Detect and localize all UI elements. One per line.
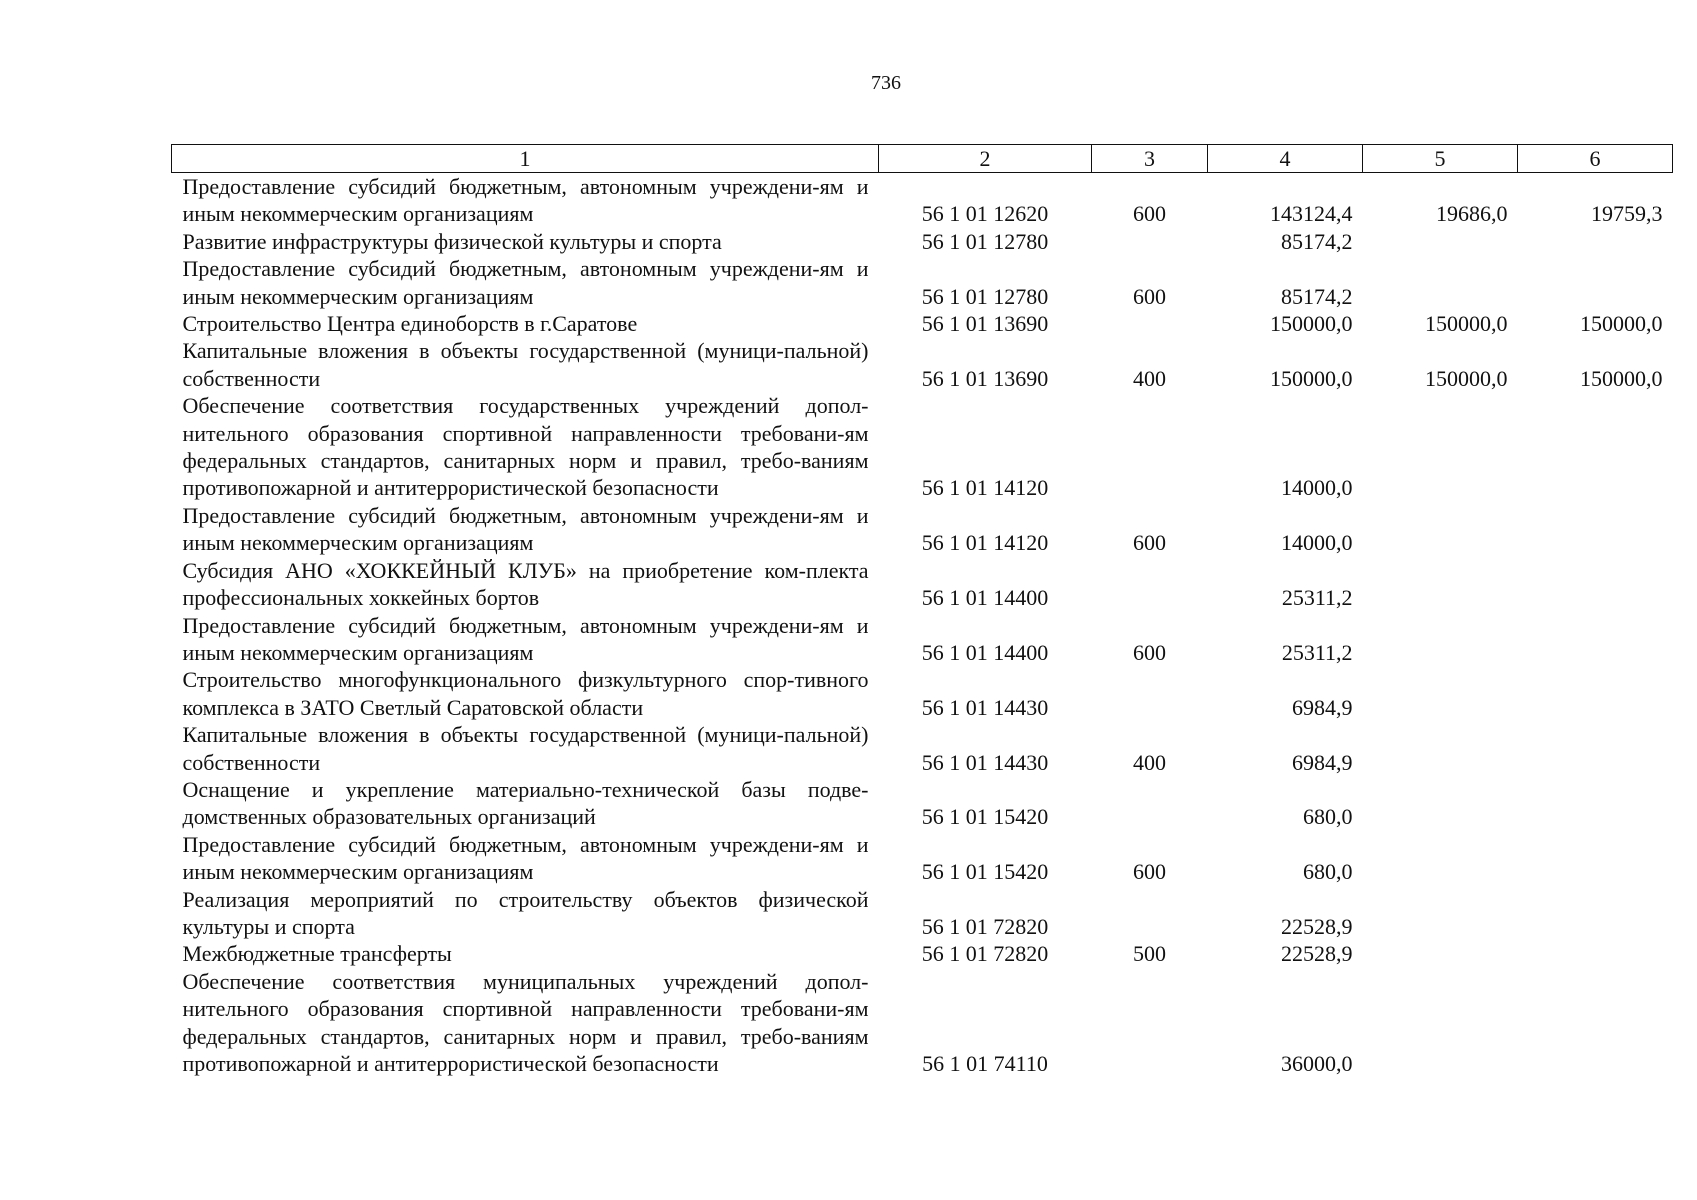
row-value-col6 [1518,886,1673,941]
column-header-5: 5 [1363,145,1518,173]
table-row [172,173,1673,228]
row-value-col6: 150000,0 [1580,365,1663,391]
table-body [172,173,1673,1078]
row-value-col5 [1363,255,1518,310]
row-expense-type: 400 [1133,749,1166,775]
row-description: Строительство Центра единоборств в г.Саратове [182,311,638,337]
column-header-2: 2 [879,145,1092,173]
row-code: 56 1 01 14400 [921,639,1049,665]
row-value-col4: 25311,2 [1281,639,1353,665]
row-description: Межбюджетные трансферты [182,941,452,967]
row-expense-type: 600 [1133,201,1166,227]
column-header-4: 4 [1208,145,1363,173]
row-value-col4: 85174,2 [1281,228,1353,254]
row-value-col6 [1518,228,1673,255]
row-value-col4: 680,0 [1303,859,1353,885]
row-value-col5 [1363,831,1518,886]
table-row [172,557,1673,612]
row-expense-type [1092,968,1208,1078]
table-row [172,502,1673,557]
column-header-6: 6 [1518,145,1673,173]
row-description: Предоставление субсидий бюджетным, автономным учреждени-ям и иным некоммерческим организациям [182,831,869,885]
row-value-col4: 36000,0 [1281,1051,1353,1076]
row-code: 56 1 01 15420 [921,804,1049,830]
row-value-col4: 22528,9 [1281,913,1353,939]
table-row [172,776,1673,831]
row-value-col5 [1363,940,1518,967]
row-code: 56 1 01 12620 [921,201,1049,227]
row-code: 56 1 01 74110 [922,1051,1048,1076]
row-expense-type [1092,392,1208,502]
row-value-col6 [1518,612,1673,667]
row-value-col5: 150000,0 [1425,311,1508,337]
row-value-col4: 14000,0 [1281,530,1353,556]
row-description: Развитие инфраструктуры физической культуры и спорта [182,228,722,254]
row-expense-type [1092,228,1208,255]
row-code: 56 1 01 12780 [921,283,1049,309]
table-row [172,310,1673,337]
row-description: Предоставление субсидий бюджетным, автономным учреждени-ям и иным некоммерческим организациям [182,174,869,227]
row-code: 56 1 01 14120 [921,530,1049,556]
row-value-col6 [1518,502,1673,557]
row-value-col5 [1363,968,1518,1078]
row-expense-type [1092,557,1208,612]
row-value-col4: 143124,4 [1270,201,1353,227]
row-value-col6: 19759,3 [1591,201,1663,227]
table-row [172,392,1673,502]
table-row [172,337,1673,392]
row-description: Предоставление субсидий бюджетным, автономным учреждени-ям и иным некоммерческим организациям [182,256,869,309]
table-row [172,255,1673,310]
table-row [172,968,1673,1078]
row-value-col4: 85174,2 [1281,283,1353,309]
table-header [172,145,1673,173]
row-value-col6 [1518,666,1673,721]
row-description: Капитальные вложения в объекты государственной (муници-пальной) собственности [182,722,869,775]
row-value-col5 [1363,666,1518,721]
row-description: Обеспечение соответствия государственных учреждений допол-нительного образования спортивной направленности требовани-ям федеральных стандартов, санитарных норм и правил, требо-ваниям противопожарной и антитеррористической безопасности [182,393,869,501]
row-value-col5 [1363,502,1518,557]
header-row [172,145,1673,173]
row-value-col5 [1363,557,1518,612]
row-code: 56 1 01 14120 [921,475,1049,501]
table-row [172,666,1673,721]
column-header-3: 3 [1092,145,1208,173]
row-code: 56 1 01 14430 [921,694,1049,720]
row-value-col6 [1518,968,1673,1078]
table-row [172,940,1673,967]
row-code: 56 1 01 15420 [921,859,1049,885]
row-code: 56 1 01 14400 [921,585,1049,611]
row-value-col6 [1518,721,1673,776]
row-value-col4: 150000,0 [1270,311,1353,337]
row-value-col6 [1518,392,1673,502]
row-value-col5 [1363,886,1518,941]
table-row [172,612,1673,667]
row-description: Капитальные вложения в объекты государственной (муници-пальной) собственности [182,338,869,391]
row-value-col6 [1518,255,1673,310]
row-expense-type: 600 [1133,639,1166,665]
row-description: Строительство многофункционального физкультурного спор-тивного комплекса в ЗАТО Светлый Саратовской области [182,667,869,720]
row-value-col6 [1518,831,1673,886]
row-value-col4: 14000,0 [1281,475,1353,501]
row-expense-type: 400 [1133,365,1166,391]
row-value-col4: 6984,9 [1292,749,1353,775]
row-value-col6 [1518,557,1673,612]
row-value-col4: 25311,2 [1281,585,1353,611]
row-expense-type [1092,776,1208,831]
row-expense-type: 600 [1133,283,1166,309]
row-value-col4: 22528,9 [1281,941,1353,967]
row-value-col6: 150000,0 [1580,311,1663,337]
row-expense-type: 600 [1133,530,1166,556]
row-expense-type: 500 [1133,941,1166,967]
row-value-col4: 680,0 [1303,804,1353,830]
row-value-col5 [1363,612,1518,667]
row-expense-type [1092,886,1208,941]
row-code: 56 1 01 13690 [921,311,1049,337]
row-value-col5 [1363,721,1518,776]
row-description: Предоставление субсидий бюджетным, автономным учреждени-ям и иным некоммерческим организациям [182,612,869,665]
row-code: 56 1 01 12780 [921,228,1049,254]
row-value-col5: 19686,0 [1436,201,1508,227]
row-description: Субсидия АНО «ХОККЕЙНЫЙ КЛУБ» на приобретение ком-плекта профессиональных хоккейных бортов [182,557,869,611]
table-row [172,886,1673,941]
column-header-1: 1 [172,145,879,173]
table-row [172,721,1673,776]
row-value-col6 [1518,776,1673,831]
row-description: Оснащение и укрепление материально-технической базы подве-домственных образовательных организаций [182,776,869,830]
row-value-col5 [1363,228,1518,255]
row-expense-type [1092,666,1208,721]
row-expense-type: 600 [1133,859,1166,885]
table-row [172,831,1673,886]
row-description: Предоставление субсидий бюджетным, автономным учреждени-ям и иным некоммерческим организациям [182,502,869,556]
row-value-col4: 150000,0 [1270,365,1353,391]
row-value-col5: 150000,0 [1425,365,1508,391]
table-row [172,228,1673,255]
row-code: 56 1 01 14430 [921,749,1049,775]
page-number: 736 [871,72,901,94]
row-code: 56 1 01 72820 [921,941,1049,967]
row-code: 56 1 01 13690 [921,365,1049,391]
row-value-col5 [1363,392,1518,502]
row-value-col5 [1363,776,1518,831]
row-expense-type [1092,310,1208,337]
row-value-col4: 6984,9 [1292,694,1353,720]
row-value-col6 [1518,940,1673,967]
row-description: Реализация мероприятий по строительству объектов физической культуры и спорта [182,886,869,939]
row-description: Обеспечение соответствия муниципальных учреждений допол-нительного образования спортивной направленности требовани-ям федеральных стандартов, санитарных норм и правил, требо-ваниям противопожарной и антитеррористической безопасности [182,968,869,1076]
row-code: 56 1 01 72820 [921,913,1049,939]
budget-table [171,144,1673,1077]
